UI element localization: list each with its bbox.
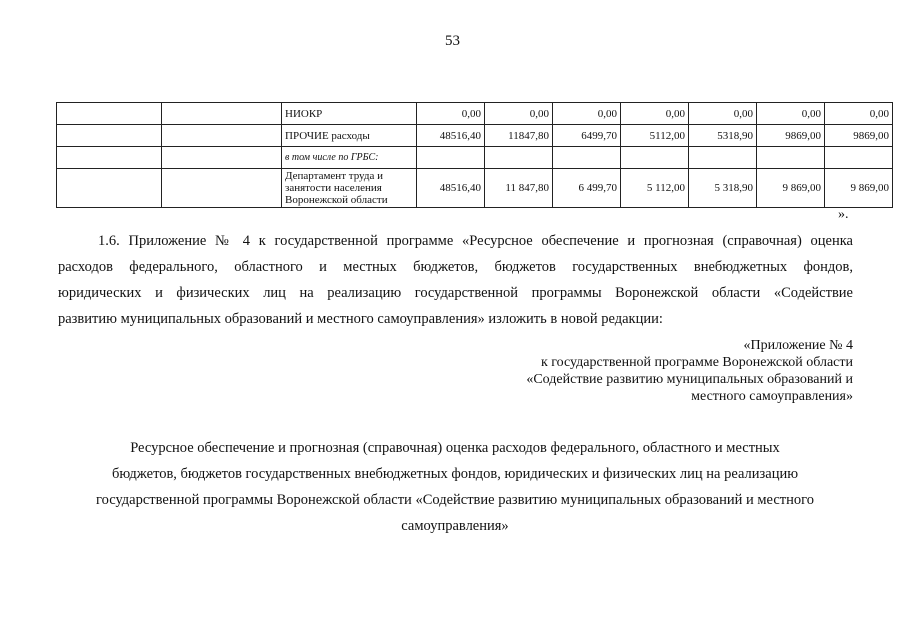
closing-quote: ». [838,207,849,222]
value-cell: 5318,90 [689,125,757,147]
value-cell: 5 112,00 [621,169,689,208]
table-row [57,125,893,147]
value-cell: 0,00 [825,103,893,125]
table-cell [57,169,162,208]
value-cell: 0,00 [553,103,621,125]
row-label: ПРОЧИЕ расходы [282,125,417,147]
value-cell [689,147,757,169]
table-cell [162,103,282,125]
appendix-line: к государственной программе Воронежской области [540,355,853,370]
document-title [60,435,850,539]
table-cell [162,125,282,147]
value-cell: 48516,40 [417,125,485,147]
value-cell: 0,00 [757,103,825,125]
title-line: Ресурсное обеспечение и прогнозная (справочная) оценка расходов федерального, областного и местных [130,440,780,456]
paragraph-line: расходов федерального, областного и местных бюджетов, бюджетов государственных внебюджетных фондов, [58,259,853,275]
value-cell: 0,00 [621,103,689,125]
value-cell [485,147,553,169]
value-cell [417,147,485,169]
paragraph-line: развитию муниципальных образований и местного самоуправления» изложить в новой редакции: [58,311,663,327]
value-cell: 9 869,00 [757,169,825,208]
table-cell [57,103,162,125]
row-label: НИОКР [282,103,417,125]
budget-table [56,102,893,208]
title-line: самоуправления» [401,518,509,534]
table-row [57,147,893,169]
value-cell: 48516,40 [417,169,485,208]
title-line: государственной программы Воронежской области «Содействие развитию муниципальных образований и местного [96,492,814,508]
appendix-header [526,337,853,405]
table-cell [162,147,282,169]
appendix-line: местного самоуправления» [691,389,853,404]
appendix-line: «Приложение № 4 [743,338,853,353]
amendment-paragraph [58,228,853,332]
value-cell: 5 318,90 [689,169,757,208]
value-cell: 9869,00 [825,125,893,147]
value-cell [825,147,893,169]
page-number: 53 [445,33,460,49]
paragraph-line: 1.6. Приложение № 4 к государственной программе «Ресурсное обеспечение и прогнозная (справочная) оценка [98,233,853,249]
table-cell [162,169,282,208]
value-cell: 9 869,00 [825,169,893,208]
value-cell [621,147,689,169]
value-cell: 9869,00 [757,125,825,147]
value-cell: 11847,80 [485,125,553,147]
row-label: в том числе по ГРБС: [282,147,417,169]
value-cell: 6 499,70 [553,169,621,208]
table-cell [57,125,162,147]
value-cell: 11 847,80 [485,169,553,208]
value-cell: 6499,70 [553,125,621,147]
table-row [57,103,893,125]
value-cell [757,147,825,169]
row-label: Департамент труда и занятости населения Воронежской области [282,169,417,208]
table-row [57,169,893,208]
value-cell: 0,00 [689,103,757,125]
table-cell [57,147,162,169]
paragraph-line: юридических и физических лиц на реализацию государственной программы Воронежской области «Содействие [58,285,853,301]
value-cell: 0,00 [417,103,485,125]
value-cell: 0,00 [485,103,553,125]
appendix-line: «Содействие развитию муниципальных образований и [526,372,853,387]
title-line: бюджетов, бюджетов государственных внебюджетных фондов, юридических и физических лиц на реализацию [111,466,799,482]
value-cell: 5112,00 [621,125,689,147]
value-cell [553,147,621,169]
